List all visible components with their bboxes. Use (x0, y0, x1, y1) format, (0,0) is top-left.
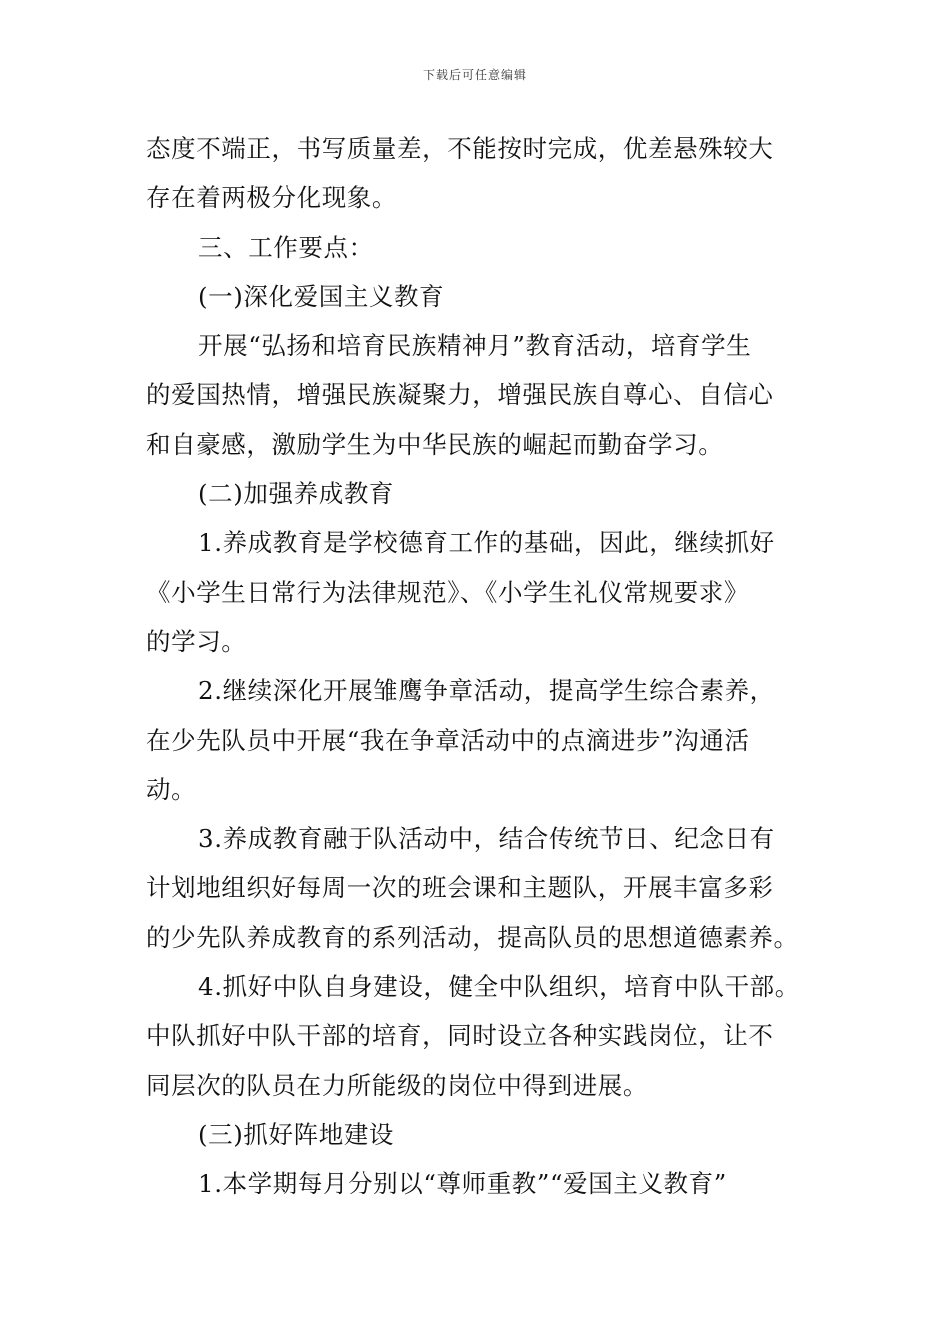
text-line: 计划地组织好每周一次的班会课和主题队，开展丰富多彩 (146, 873, 774, 903)
text-line: 同层次的队员在力所能级的岗位中得到进展。 (146, 1070, 648, 1100)
text-line: (二)加强养成教育 (198, 479, 395, 509)
text-line: 的少先队养成教育的系列活动，提高队员的思想道德素养。 (146, 922, 799, 952)
text-line: 1.本学期每月分别以“尊师重教”“爱国主义教育” (198, 1169, 727, 1199)
text-line: 三、工作要点： (198, 232, 374, 262)
text-line: 态度不端正，书写质量差，不能按时完成，优差悬殊较大 (146, 134, 774, 163)
text-line: (三)抓好阵地建设 (198, 1119, 395, 1149)
text-line: (一)深化爱国主义教育 (198, 281, 445, 311)
text-line: 存在着两极分化现象。 (146, 183, 397, 213)
text-line: 开展“弘扬和培育民族精神月”教育活动，培育学生 (198, 331, 752, 361)
text-line: 《小学生日常行为法律规范》、《小学生礼仪常规要求》 (146, 577, 749, 607)
text-line: 在少先队员中开展“我在争章活动中的点滴进步”沟通活 (146, 725, 750, 755)
text-line: 1.养成教育是学校德育工作的基础，因此，继续抓好 (198, 528, 775, 558)
text-line: 2.继续深化开展雏鹰争章活动，提高学生综合素养， (198, 676, 775, 706)
text-line: 的爱国热情，增强民族凝聚力，增强民族自尊心、自信心 (146, 380, 774, 410)
text-line: 动。 (146, 774, 197, 804)
text-line: 3.养成教育融于队活动中，结合传统节日、纪念日有 (198, 824, 775, 854)
text-line: 的学习。 (146, 626, 247, 656)
text-line: 4.抓好中队自身建设，健全中队组织，培育中队干部。 (198, 972, 800, 1002)
text-line: 和自豪感，激励学生为中华民族的崛起而勤奋学习。 (146, 429, 724, 459)
header-note: 下载后可任意编辑 (422, 68, 527, 82)
text-line: 中队抓好中队干部的培育，同时设立各种实践岗位，让不 (146, 1021, 774, 1051)
document-body (146, 124, 836, 1209)
